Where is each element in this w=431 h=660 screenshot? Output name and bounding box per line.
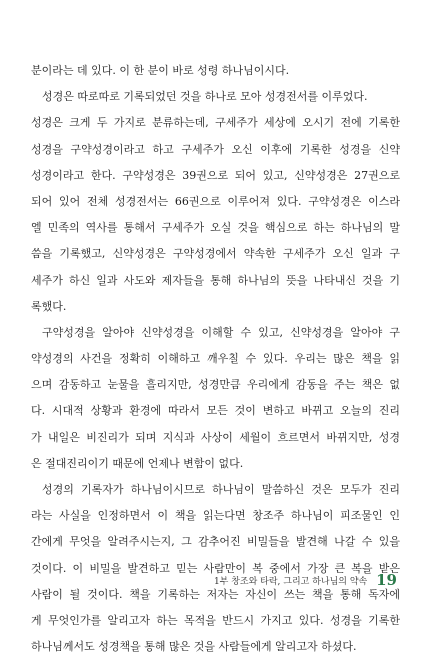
text-line: 분이라는 데 있다. 이 한 분이 바로 성령 하나님이시다.	[31, 64, 290, 77]
text-line: 록했다.	[31, 299, 67, 313]
text-line: 성경은 따로따로 기록되었던 것을 하나로 모아 성경전서를 이루었다.	[42, 90, 368, 104]
text-line: 성경이라고 한다. 구약성경은 39권으로 되어 있고, 신약성경은 27권으로	[31, 168, 400, 182]
running-head: 1부 창조와 타락, 그리고 하나님의 약속	[213, 577, 368, 587]
text-line: 가 내일은 비진리가 되며 지식과 사상이 세월이 흐르면서 바뀌지만, 성경	[31, 430, 400, 444]
text-line: 간에게 무엇을 알려주시는지, 그 감추어진 비밀들을 발견해 나갈 수 있을	[31, 535, 400, 549]
page-footer	[0, 571, 397, 589]
page-body	[31, 58, 400, 660]
text-line: 다. 시대적 상황과 환경에 따라서 모든 것이 변하고 바뀌고 오늘의 진리	[31, 404, 400, 418]
text-line: 성경을 구약성경이라고 하고 구세주가 오신 이후에 기록한 성경을 신약	[31, 142, 400, 156]
text-line: 으며 감동하고 눈물을 흘리지만, 성경만큼 우리에게 감동을 주는 책은 없	[31, 378, 400, 392]
text-line: 구약성경을 알아야 신약성경을 이해할 수 있고, 신약성경을 알아야 구	[42, 325, 400, 339]
text-line: 되어 있어 전체 성경전서는 66권으로 이루어져 있다. 구약성경은 이스라	[31, 194, 400, 208]
text-line: 은 절대진리이기 때문에 언제나 변함이 없다.	[31, 456, 244, 470]
text-line: 성경의 기록자가 하나님이시므로 하나님이 말씀하신 것은 모두가 진리	[42, 483, 400, 496]
text-line: 것이다. 이 비밀을 발견하고 믿는 사람만이 복 중에서 가장 큰 복을 받은	[31, 561, 400, 575]
text-line: 게 무엇인가를 알리고자 하는 목적을 반드시 가지고 있다. 성경을 기록한	[31, 613, 400, 627]
text-line: 엘 민족의 역사를 통해서 구세주가 오실 것을 핵심으로 하는 하나님의 말	[31, 221, 400, 235]
text-line: 약성경의 사건을 정확히 이해하고 깨우칠 수 있다. 우리는 많은 책을 읽	[31, 352, 400, 366]
text-line: 하나님께서도 성경책을 통해 많은 것을 사람들에게 알리고자 하셨다.	[31, 640, 357, 654]
text-line: 세주가 하신 일과 사도와 제자들을 통해 하나님의 뜻을 나타내신 것을 기	[31, 273, 400, 287]
text-line: 라는 사실을 인정하면서 이 책을 읽는다면 창조주 하나님이 피조물인 인	[31, 509, 400, 523]
page-number: 19	[376, 571, 397, 589]
text-line: 성경은 크게 두 가지로 분류하는데, 구세주가 세상에 오시기 전에 기록한	[31, 116, 400, 130]
text-line: 씀을 기록했고, 신약성경은 구약성경에서 약속한 구세주가 오신 일과 구	[31, 247, 400, 261]
text-line: 사람이 될 것이다. 책을 기록하는 저자는 자신이 쓰는 책을 통해 독자에	[31, 587, 400, 601]
